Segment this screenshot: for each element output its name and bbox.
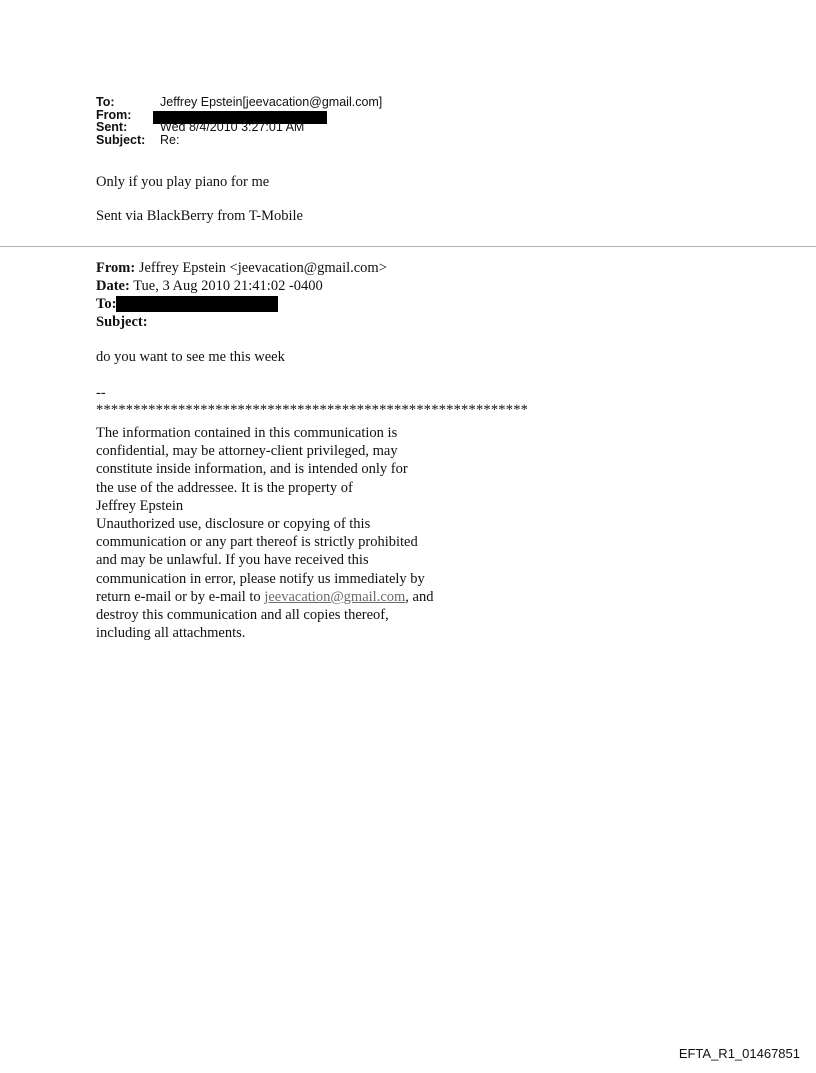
disclaimer-line: constitute inside information, and is intended only for xyxy=(96,461,408,478)
original-subject-label: Subject: xyxy=(96,314,148,330)
disclaimer-text: return e-mail or by e-mail to xyxy=(96,588,265,605)
disclaimer-line: communication or any part thereof is strictly prohibited xyxy=(96,534,418,551)
subject-label: Subject: xyxy=(96,132,146,147)
original-from-row xyxy=(96,259,387,277)
disclaimer-line: including all attachments. xyxy=(96,625,246,642)
original-subject-row xyxy=(96,313,387,331)
disclaimer-line: and may be unlawful. If you have received this xyxy=(96,552,369,569)
signature-dash: -- xyxy=(96,385,106,401)
disclaimer-line: destroy this communication and all copies thereof, xyxy=(96,607,389,624)
disclaimer-line-with-link xyxy=(96,588,496,606)
document-id: EFTA_R1_01467851 xyxy=(678,1046,800,1061)
asterisk-separator: ********************************************************** xyxy=(96,402,529,418)
original-to-row xyxy=(96,295,387,313)
from-label: From: xyxy=(96,107,132,122)
original-from-label: From: xyxy=(96,260,136,276)
disclaimer-line: the use of the addressee. It is the property of xyxy=(96,479,353,496)
original-date-row xyxy=(96,277,387,295)
sent-label: Sent: xyxy=(96,120,128,134)
original-body: do you want to see me this week xyxy=(96,349,285,365)
to-value: Jeffrey Epstein[jeevacation@gmail.com] xyxy=(160,95,383,109)
original-date-value: Tue, 3 Aug 2010 21:41:02 -0400 xyxy=(133,278,323,294)
sent-value: Wed 8/4/2010 3:27:01 AM xyxy=(160,120,305,134)
disclaimer-text: , and xyxy=(405,588,434,605)
email-link[interactable]: jeevacation@gmail.com xyxy=(264,588,406,605)
disclaimer-line: communication in error, please notify us immediately by xyxy=(96,570,425,587)
reply-signature: Sent via BlackBerry from T-Mobile xyxy=(96,208,303,224)
original-header xyxy=(96,259,387,331)
disclaimer-line: The information contained in this communication is xyxy=(96,425,398,441)
redaction-bar xyxy=(116,296,278,312)
original-from-value: Jeffrey Epstein <jeevacation@gmail.com> xyxy=(138,260,387,276)
original-date-label: Date: xyxy=(96,278,130,294)
subject-value: Re: xyxy=(160,132,180,147)
to-label: To: xyxy=(96,95,115,109)
original-to-label: To: xyxy=(96,296,117,312)
divider xyxy=(0,246,816,247)
disclaimer-line: Unauthorized use, disclosure or copying of this xyxy=(96,516,371,533)
disclaimer-line: confidential, may be attorney-client privileged, may xyxy=(96,443,398,460)
reply-body: Only if you play piano for me xyxy=(96,174,270,190)
confidentiality-disclaimer xyxy=(96,424,496,642)
disclaimer-line: Jeffrey Epstein xyxy=(96,497,184,514)
